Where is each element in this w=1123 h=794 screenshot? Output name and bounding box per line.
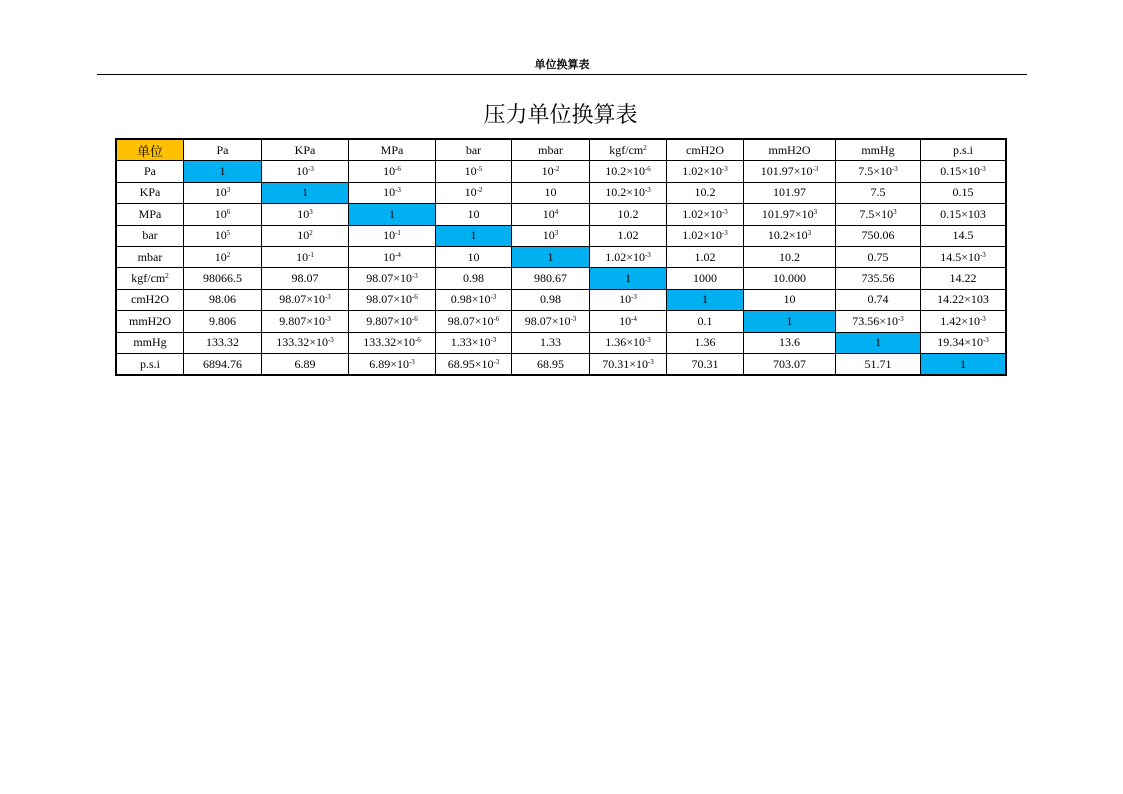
- column-header: bar: [436, 140, 512, 161]
- table-cell: 735.56: [836, 268, 921, 289]
- table-cell: 1.02: [667, 246, 744, 267]
- page-header: 单位换算表: [97, 56, 1027, 75]
- table-cell: $98.07\times 10^{-6}$: [349, 289, 436, 310]
- table-cell: 14.22×103: [921, 289, 1006, 310]
- table-body: [117, 161, 1006, 375]
- table-cell: 0.15×103: [921, 204, 1006, 225]
- table-cell: $101.97\times 10^{-3}$: [744, 161, 836, 182]
- table-cell: $1.02\times 10^{-3}$: [590, 246, 667, 267]
- table-cell: $98.07\times 10^{-6}$: [436, 311, 512, 332]
- table-cell: $14.5\times 10^{-3}$: [921, 246, 1006, 267]
- table-cell: $10^3$: [262, 204, 349, 225]
- table-cell: 14.5: [921, 225, 1006, 246]
- row-unit-label: Pa: [117, 161, 184, 182]
- table-cell: $10.2\times 10^3$: [744, 225, 836, 246]
- table-cell: 68.95: [512, 353, 590, 374]
- corner-label: 单位: [117, 140, 184, 161]
- table-cell: $1.33\times 10^{-3}$: [436, 332, 512, 353]
- table-row: [117, 246, 1006, 267]
- table-cell: 10.2: [590, 204, 667, 225]
- table-cell: $7.5\times 10^{-3}$: [836, 161, 921, 182]
- table-cell: 0.98: [512, 289, 590, 310]
- table-row: [117, 268, 1006, 289]
- table-cell: $10.2\times 10^{-6}$: [590, 161, 667, 182]
- table-cell: 101.97: [744, 182, 836, 203]
- table-cell: 0.74: [836, 289, 921, 310]
- table-cell: $1.02\times 10^{-3}$: [667, 204, 744, 225]
- diagonal-cell: 1: [262, 182, 349, 203]
- table-cell: $10^{-3}$: [349, 182, 436, 203]
- row-unit-label: kgf/$cm^2$: [117, 268, 184, 289]
- table-cell: 6.89: [262, 353, 349, 374]
- diagonal-cell: 1: [836, 332, 921, 353]
- table-cell: $10^{-6}$: [349, 161, 436, 182]
- table-cell: 10.2: [667, 182, 744, 203]
- table-cell: $10^{-3}$: [262, 161, 349, 182]
- table-cell: $98.07\times 10^{-3}$: [262, 289, 349, 310]
- table-cell: $98.07\times 10^{-3}$: [349, 268, 436, 289]
- table-cell: 0.98: [436, 268, 512, 289]
- table-cell: $1.36\times 10^{-3}$: [590, 332, 667, 353]
- table-cell: $98.07\times 10^{-3}$: [512, 311, 590, 332]
- table-cell: $19.34\times 10^{-3}$: [921, 332, 1006, 353]
- row-unit-label: p.s.i: [117, 353, 184, 374]
- column-header: p.s.i: [921, 140, 1006, 161]
- table-cell: 10: [436, 246, 512, 267]
- table-cell: $10^6$: [184, 204, 262, 225]
- table-cell: 14.22: [921, 268, 1006, 289]
- table-cell: 98066.5: [184, 268, 262, 289]
- table-cell: 1000: [667, 268, 744, 289]
- table-cell: 0.1: [667, 311, 744, 332]
- column-header: KPa: [262, 140, 349, 161]
- table-cell: 98.06: [184, 289, 262, 310]
- table-row: [117, 161, 1006, 182]
- row-unit-label: KPa: [117, 182, 184, 203]
- diagonal-cell: 1: [436, 225, 512, 246]
- table-cell: $10^{-3}$: [590, 289, 667, 310]
- table-cell: 1.36: [667, 332, 744, 353]
- table-cell: 9.806: [184, 311, 262, 332]
- table-cell: 7.5: [836, 182, 921, 203]
- table-cell: $1.02\times 10^{-3}$: [667, 161, 744, 182]
- table-cell: 10.2: [744, 246, 836, 267]
- diagonal-cell: 1: [921, 353, 1006, 374]
- table-cell: $101.97\times 10^3$: [744, 204, 836, 225]
- table-cell: $6.89\times 10^{-3}$: [349, 353, 436, 374]
- table-cell: $1.42\times 10^{-3}$: [921, 311, 1006, 332]
- table-cell: $133.32\times 10^{-6}$: [349, 332, 436, 353]
- table-row: [117, 225, 1006, 246]
- table-cell: 98.07: [262, 268, 349, 289]
- table-cell: 70.31: [667, 353, 744, 374]
- table-cell: $10^{-4}$: [590, 311, 667, 332]
- table-cell: $133.32\times 10^{-3}$: [262, 332, 349, 353]
- table-cell: 1.33: [512, 332, 590, 353]
- table-cell: $10^3$: [184, 182, 262, 203]
- table-cell: $10.2\times 10^{-3}$: [590, 182, 667, 203]
- table-cell: $0.15\times 10^{-3}$: [921, 161, 1006, 182]
- diagonal-cell: 1: [349, 204, 436, 225]
- table-cell: 10: [512, 182, 590, 203]
- table-cell: $10^3$: [512, 225, 590, 246]
- table-cell: 980.67: [512, 268, 590, 289]
- pressure-conversion-table: [116, 139, 1006, 375]
- row-unit-label: bar: [117, 225, 184, 246]
- table-cell: 13.6: [744, 332, 836, 353]
- table-row: [117, 353, 1006, 374]
- table-cell: 1.02: [590, 225, 667, 246]
- table-row: [117, 332, 1006, 353]
- table-cell: $68.95\times 10^{-3}$: [436, 353, 512, 374]
- row-unit-label: cmH2O: [117, 289, 184, 310]
- table-cell: $7.5\times 10^3$: [836, 204, 921, 225]
- table-cell: 750.06: [836, 225, 921, 246]
- table-cell: 6894.76: [184, 353, 262, 374]
- row-unit-label: mmHg: [117, 332, 184, 353]
- diagonal-cell: 1: [512, 246, 590, 267]
- table-cell: 51.71: [836, 353, 921, 374]
- header-row: [117, 140, 1006, 161]
- table-cell: $10^4$: [512, 204, 590, 225]
- page-title: 压力单位换算表: [483, 103, 638, 128]
- table-cell: $10^{-4}$: [349, 246, 436, 267]
- table-cell: $10^{-5}$: [436, 161, 512, 182]
- row-unit-label: MPa: [117, 204, 184, 225]
- table-cell: $10^2$: [262, 225, 349, 246]
- table-cell: $0.98\times 10^{-3}$: [436, 289, 512, 310]
- column-header: cmH2O: [667, 140, 744, 161]
- table-cell: 0.15: [921, 182, 1006, 203]
- table-row: [117, 311, 1006, 332]
- table-cell: $10^{-1}$: [349, 225, 436, 246]
- table-cell: $10^5$: [184, 225, 262, 246]
- table-cell: $9.807\times 10^{-3}$: [262, 311, 349, 332]
- column-header: mbar: [512, 140, 590, 161]
- diagonal-cell: 1: [184, 161, 262, 182]
- table-cell: $10^{-1}$: [262, 246, 349, 267]
- table-cell: 10.000: [744, 268, 836, 289]
- column-header: MPa: [349, 140, 436, 161]
- column-header: mmH2O: [744, 140, 836, 161]
- table-row: [117, 182, 1006, 203]
- diagonal-cell: 1: [744, 311, 836, 332]
- table-cell: 10: [436, 204, 512, 225]
- table-cell: $9.807\times 10^{-6}$: [349, 311, 436, 332]
- table-cell: $70.31\times 10^{-3}$: [590, 353, 667, 374]
- column-header: kgf/$cm^2$: [590, 140, 667, 161]
- table-row: [117, 204, 1006, 225]
- table-cell: 0.75: [836, 246, 921, 267]
- table-cell: 133.32: [184, 332, 262, 353]
- row-unit-label: mmH2O: [117, 311, 184, 332]
- diagonal-cell: 1: [590, 268, 667, 289]
- table-cell: $10^{-2}$: [436, 182, 512, 203]
- table-cell: $10^2$: [184, 246, 262, 267]
- table-cell: 10: [744, 289, 836, 310]
- table-cell: $73.56\times 10^{-3}$: [836, 311, 921, 332]
- table-row: [117, 289, 1006, 310]
- diagonal-cell: 1: [667, 289, 744, 310]
- table-cell: 703.07: [744, 353, 836, 374]
- table-cell: $10^{-2}$: [512, 161, 590, 182]
- row-unit-label: mbar: [117, 246, 184, 267]
- column-header: Pa: [184, 140, 262, 161]
- table-cell: $1.02\times 10^{-3}$: [667, 225, 744, 246]
- column-header: mmHg: [836, 140, 921, 161]
